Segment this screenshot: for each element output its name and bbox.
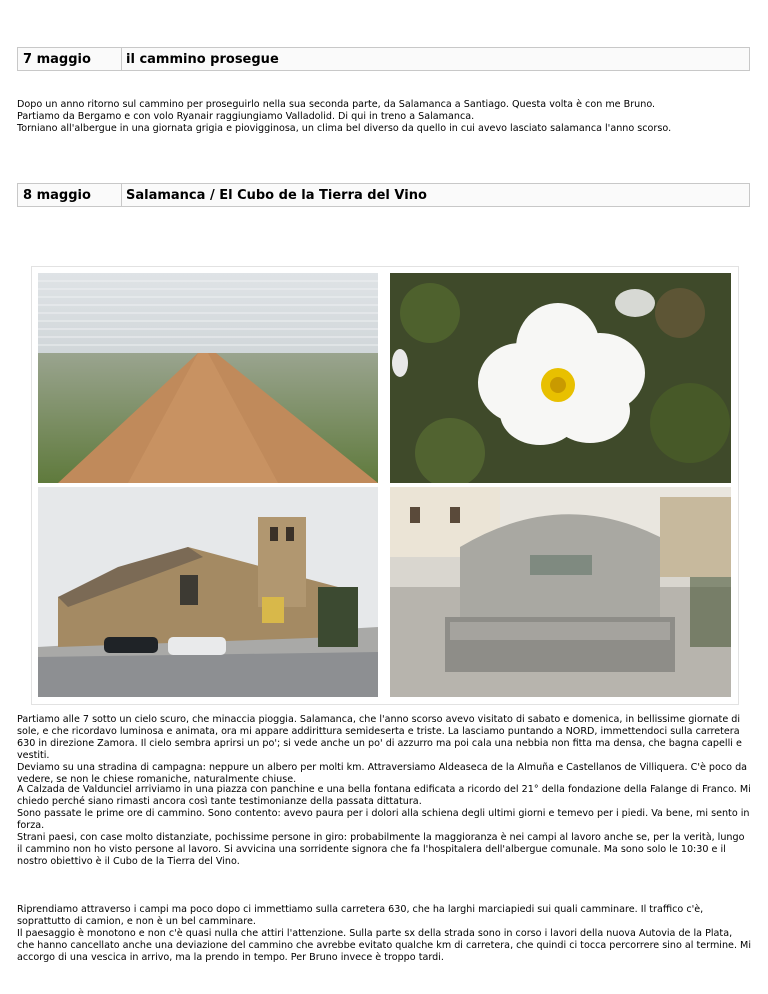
photo-foggy-road [38, 273, 378, 483]
paragraph: Strani paesi, con case molto distanziate, pochissime persone in giro: probabilmente la maggioranza è nei campi al lavoro anche se, per la verità, lungo il cammino non ho visto persone al lavoro. Si avvicina una sorridente signora che fa l'hospitalera dell'albergue comunale. Ma sono solo le 10:30 e il nostro obiettivo è il Cubo de la Tierra del Vino. [17, 832, 745, 867]
photo-church [38, 487, 378, 697]
section-header-8-maggio [17, 183, 750, 207]
paragraph: Sono passate le prime ore di cammino. Sono contento: avevo paura per i dolori alla schiena degli ultimi giorni e temevo per i piedi. Va bene, mi sento in forza. [17, 808, 750, 831]
paragraph: Il paesaggio è monotono e non c'è quasi nulla che attiri l'attenzione. Sulla parte sx della strada sono in corso i lavori della nuova Autovia de la Plata, che hanno cancellato anche una deviazione del cammino che avrebbe evitato qualche km di carretera, che quindi ci tocca percorrere sino al termine. Mi accorgo di una vescica in arrivo, ma la prendo in tempo. Per Bruno invece è troppo tardi. [17, 928, 751, 963]
body-text-2 [17, 784, 752, 868]
body-text-1 [17, 714, 752, 786]
paragraph: A Calzada de Valdunciel arriviamo in una piazza con panchine e una bella fontana edificata a ricordo del 21° della fondazione della Falange di Franco. Mi chiedo perché siano rimasti ancora così tante testimonianze della passata dittatura. [17, 784, 751, 807]
paragraph: Deviamo su una stradina di campagna: neppure un albero per molti km. Attraversiamo Aldeaseca de la Almuña e Castellanos de Villiquera. C'è poco da vedere, se non le chiese romaniche, naturalmente chiuse. [17, 762, 748, 785]
photo-fountain [390, 487, 731, 697]
section-date: 7 maggio [18, 48, 122, 70]
section-date: 8 maggio [18, 184, 122, 206]
photo-white-flower [390, 273, 731, 483]
section-title: Salamanca / El Cubo de la Tierra del Vino [126, 188, 427, 203]
body-text-3 [17, 904, 752, 964]
paragraph: Riprendiamo attraverso i campi ma poco dopo ci immettiamo sulla carretera 630, che ha larghi marciapiedi sui quali camminare. Il traffico c'è, soprattutto di camion, e non è un bel camminare. [17, 904, 704, 927]
photo-grid [31, 266, 739, 705]
intro-text [17, 99, 752, 135]
paragraph: Dopo un anno ritorno sul cammino per proseguirlo nella sua seconda parte, da Salamanca a Santiago. Questa volta è con me Bruno. [17, 99, 656, 110]
paragraph: Partiamo da Bergamo e con volo Ryanair raggiungiamo Valladolid. Di qui in treno a Salamanca. [17, 111, 475, 122]
section-header-7-maggio [17, 47, 750, 71]
section-title: il cammino prosegue [126, 52, 279, 67]
paragraph: Partiamo alle 7 sotto un cielo scuro, che minaccia pioggia. Salamanca, che l'anno scorso avevo visitato di sabato e domenica, in bellissime giornate di sole, e che ricordavo luminosa e animata, ora mi appare addirittura semideserta e triste. La lasciamo puntando a NORD, immettendoci sulla carretera 630 in direzione Zamora. Il cielo sembra aprirsi un po'; si vede anche un po' di azzurro ma poi cala una nebbia non fitta ma densa, che bagna capelli e vestiti. [17, 714, 742, 761]
paragraph: Torniano all'albergue in una giornata grigia e piovigginosa, un clima bel diverso da quello in cui avevo lasciato salamanca l'anno scorso. [17, 123, 672, 134]
